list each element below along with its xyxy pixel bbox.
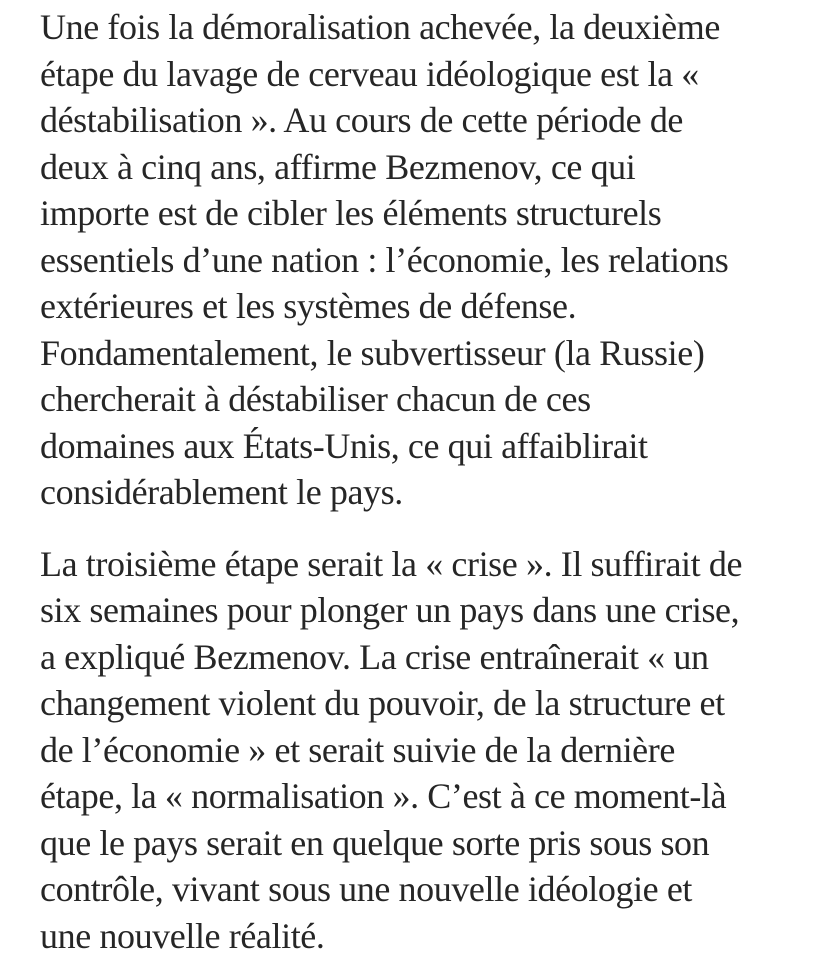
text-line: chercherait à déstabiliser chacun de ces: [40, 376, 800, 423]
text-line: que le pays serait en quelque sorte pris sous son: [40, 820, 800, 867]
text-line: essentiels d’une nation : l’économie, les relations: [40, 237, 800, 284]
text-line: de l’économie » et serait suivie de la dernière: [40, 727, 800, 774]
paragraph: [40, 4, 800, 516]
paragraph: [40, 541, 800, 959]
text-line: six semaines pour plonger un pays dans une crise,: [40, 587, 800, 634]
text-line: étape du lavage de cerveau idéologique est la «: [40, 51, 800, 98]
text-line: La troisième étape serait la « crise ». Il suffirait de: [40, 541, 800, 588]
text-line: Une fois la démoralisation achevée, la deuxième: [40, 4, 800, 51]
text-line: une nouvelle réalité.: [40, 913, 800, 959]
text-line: considérablement le pays.: [40, 469, 800, 516]
text-line: deux à cinq ans, affirme Bezmenov, ce qui: [40, 144, 800, 191]
text-line: déstabilisation ». Au cours de cette période de: [40, 97, 800, 144]
text-line: extérieures et les systèmes de défense.: [40, 283, 800, 330]
text-line: a expliqué Bezmenov. La crise entraînerait « un: [40, 634, 800, 681]
text-line: Fondamentalement, le subvertisseur (la Russie): [40, 330, 800, 377]
text-line: contrôle, vivant sous une nouvelle idéologie et: [40, 866, 800, 913]
text-line: changement violent du pouvoir, de la structure et: [40, 680, 800, 727]
article-text: [40, 4, 800, 959]
text-line: importe est de cibler les éléments structurels: [40, 190, 800, 237]
text-line: domaines aux États-Unis, ce qui affaiblirait: [40, 423, 800, 470]
text-line: étape, la « normalisation ». C’est à ce moment-là: [40, 773, 800, 820]
